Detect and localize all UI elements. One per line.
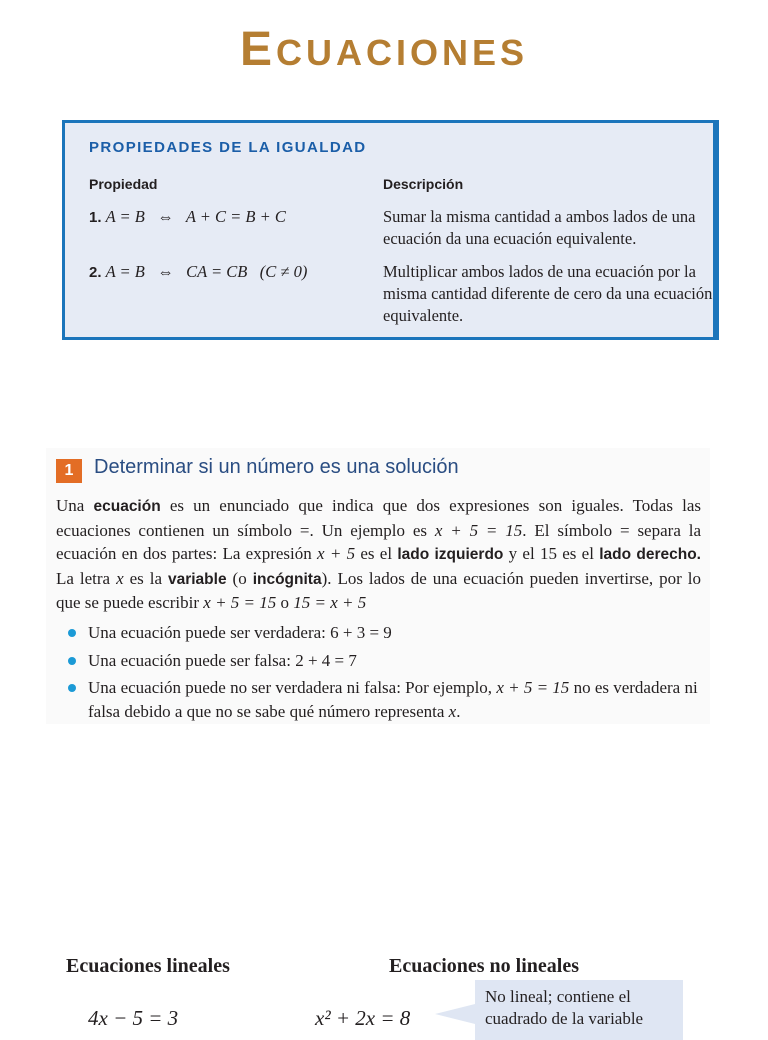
property-formula: A = B ⇔ A + C = B + C — [105, 207, 286, 226]
linear-equation-example: 4x − 5 = 3 — [88, 1006, 179, 1030]
nonlinear-equation-example: x² + 2x = 8 — [315, 1006, 411, 1030]
properties-box — [62, 120, 716, 340]
page-title — [0, 22, 768, 77]
property-description-2: Multiplicar ambos lados de una ecuación por la misma cantidad diferente de cero da una ecuación equivalente. — [383, 262, 713, 325]
property-row-2 — [89, 261, 307, 284]
bullet-list — [88, 621, 708, 727]
nonlinear-equations-heading: Ecuaciones no lineales — [389, 955, 580, 977]
bullet-dot-icon — [68, 684, 76, 692]
property-row-1 — [89, 206, 286, 229]
bullet-dot-icon — [68, 657, 76, 665]
title-rest: CUACIONES — [275, 32, 529, 73]
property-description-1: Sumar la misma cantidad a ambos lados de una ecuación da una ecuación equivalente. — [383, 207, 696, 248]
linear-equations-heading: Ecuaciones lineales — [66, 955, 230, 977]
note-pointer-icon — [435, 1004, 475, 1024]
property-number: 1. — [89, 209, 102, 226]
properties-heading: PROPIEDADES DE LA IGUALDAD — [89, 139, 367, 156]
section-title: Determinar si un número es una solución — [94, 456, 459, 478]
column-header-description: Descripción — [383, 176, 464, 192]
section-number-badge: 1 — [56, 459, 82, 483]
section-paragraph: Una ecuación es un enunciado que indica que dos expresiones son iguales. Todas las ecuaciones contienen un símbolo =. Un ejemplo es x + 5 = 15. El símbolo = separa la ecuación en dos partes: La expresión x + 5 es el lado izquierdo y el 15 es el lado derecho. La letra x es la variable (o incógnita). Los lados de una ecuación pueden invertirse, por lo que se puede escribir x + 5 = 15 o 15 = x + 5 — [56, 496, 702, 612]
list-item: Una ecuación puede ser falsa: 2 + 4 = 7 — [88, 649, 708, 673]
nonlinear-note: No lineal; contiene el cuadrado de la variable — [475, 980, 683, 1040]
list-item: Una ecuación puede no ser verdadera ni falsa: Por ejemplo, x + 5 = 15 no es verdadera ni falsa debido a que no se sabe qué número representa x. — [88, 676, 708, 723]
title-first-letter: E — [239, 23, 276, 76]
list-item: Una ecuación puede ser verdadera: 6 + 3 = 9 — [88, 621, 708, 645]
property-number: 2. — [89, 264, 102, 281]
bullet-dot-icon — [68, 629, 76, 637]
property-formula: A = B ⇔ CA = CB (C ≠ 0) — [105, 262, 308, 281]
column-header-property: Propiedad — [89, 176, 158, 192]
